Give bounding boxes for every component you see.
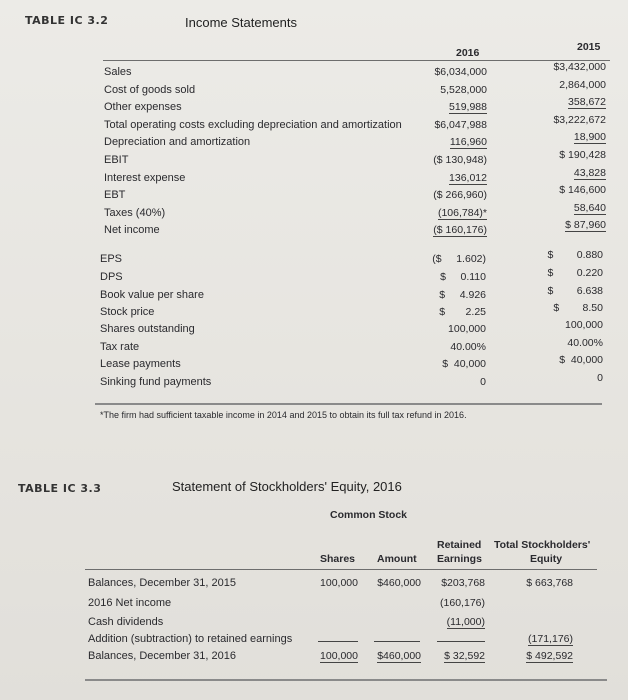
equity-shares-value: 100,000 (320, 650, 358, 662)
stockholders-equity-title: Statement of Stockholders' Equity, 2016 (172, 479, 402, 494)
equity-retained-value: $203,768 (441, 577, 485, 589)
equity-row-label: Balances, December 31, 2015 (88, 577, 236, 589)
per-share-row-2015-value: 0 (597, 372, 603, 384)
col-retained-line1: Retained (437, 539, 482, 551)
income-row-2016-value: (106,784)* (437, 207, 487, 219)
table-label-3-2: TABLE IC 3.2 (25, 14, 109, 27)
income-row-label: Net income (104, 224, 160, 236)
income-row-2016-value: $6,047,988 (434, 119, 487, 131)
col-header-2015: 2015 (577, 41, 601, 53)
income-row-label: Total operating costs excluding depreciation and amortization (104, 119, 402, 131)
shares-blank-line (318, 641, 358, 642)
income-row-2016-value: ($ 130,948) (433, 154, 487, 166)
col-total-line1: Total Stockholders' (494, 539, 591, 551)
col-total-line2: Equity (530, 553, 563, 565)
per-share-row-2016-value: 0 (480, 376, 486, 388)
per-share-row-2016-value: 100,000 (448, 323, 486, 335)
equity-amount-value: $460,000 (377, 650, 421, 662)
income-row-2016-value: 5,528,000 (440, 84, 487, 96)
equity-row-label: Cash dividends (88, 616, 164, 628)
per-share-row-2016-value: $ 4.926 (439, 289, 486, 301)
income-statements-title: Income Statements (185, 15, 297, 30)
equity-row-label: Addition (subtraction) to retained earnings (88, 633, 293, 645)
per-share-row-label: Shares outstanding (100, 323, 195, 335)
equity-total-value: (171,176) (528, 633, 573, 645)
per-share-row-label: EPS (100, 253, 123, 265)
per-share-row-2015-value: $ 8.50 (553, 302, 603, 314)
income-row-label: EBIT (104, 154, 129, 166)
col-shares: Shares (320, 553, 356, 565)
per-share-row-label: Sinking fund payments (100, 376, 212, 388)
income-row-label: Interest expense (104, 172, 186, 184)
bottom-rule (85, 679, 607, 681)
income-row-2015-value: 358,672 (568, 96, 606, 108)
equity-row-label: 2016 Net income (88, 597, 172, 609)
income-row-2015-value: $3,432,000 (553, 61, 606, 73)
amount-blank-line (374, 641, 420, 642)
income-row-2015-value: 18,900 (573, 131, 606, 143)
common-stock-header: Common Stock (330, 509, 408, 521)
income-row-2015-value: 43,828 (573, 167, 606, 179)
equity-row-label: Balances, December 31, 2016 (88, 650, 236, 662)
per-share-row-2015-value: 100,000 (565, 319, 603, 331)
income-row-2015-value: $ 190,428 (559, 149, 606, 161)
income-row-2015-value: $ 146,600 (559, 184, 606, 196)
income-row-2016-value: $6,034,000 (434, 66, 487, 78)
equity-total-value: $ 663,768 (526, 577, 573, 589)
col-retained-line2: Earnings (437, 553, 482, 565)
equity-retained-value: $ 32,592 (444, 650, 485, 662)
income-row-2016-value: ($ 266,960) (433, 189, 487, 201)
income-row-2015-value: $3,222,672 (553, 114, 606, 126)
equity-retained-value: (11,000) (446, 616, 485, 628)
per-share-row-2016-value: $ 40,000 (442, 358, 486, 370)
income-row-label: Cost of goods sold (104, 84, 196, 96)
per-share-row-2015-value: 40.00% (567, 337, 603, 349)
per-share-row-2015-value: $ 40,000 (559, 354, 603, 366)
income-row-label: Other expenses (104, 101, 182, 113)
per-share-row-label: Lease payments (100, 358, 181, 370)
per-share-row-label: Stock price (100, 306, 155, 318)
footnote: *The firm had sufficient taxable income in 2014 and 2015 to obtain its full tax refund in 2016. (100, 410, 467, 420)
table-label-3-3: TABLE IC 3.3 (18, 482, 102, 495)
equity-header-rule (85, 569, 597, 570)
income-row-2016-value: ($ 160,176) (433, 224, 487, 236)
equity-amount-value: $460,000 (377, 577, 421, 589)
retained-blank-line (437, 641, 485, 642)
income-row-label: Taxes (40%) (104, 207, 166, 219)
col-header-2016: 2016 (456, 47, 480, 59)
equity-retained-value: (160,176) (440, 597, 485, 609)
income-row-label: Sales (104, 66, 132, 78)
income-row-2016-value: 116,960 (449, 136, 487, 148)
per-share-row-2015-value: $ 0.220 (547, 267, 603, 279)
per-share-row-2016-value: 40.00% (450, 341, 486, 353)
income-row-2016-value: 519,988 (449, 101, 487, 113)
equity-total-value: $ 492,592 (526, 650, 573, 662)
income-row-label: Depreciation and amortization (104, 136, 251, 148)
income-row-2015-value: 2,864,000 (559, 79, 606, 91)
footnote-rule (95, 403, 602, 405)
per-share-row-label: Tax rate (100, 341, 140, 353)
header-rule (103, 60, 610, 61)
income-row-2016-value: 136,012 (449, 172, 487, 184)
per-share-row-label: DPS (100, 271, 123, 283)
per-share-row-2015-value: $ 6.638 (547, 285, 603, 297)
col-amount: Amount (377, 553, 417, 565)
per-share-row-2016-value: ($ 1.602) (432, 253, 486, 265)
per-share-row-2015-value: $ 0.880 (547, 249, 603, 261)
equity-shares-value: 100,000 (320, 577, 358, 589)
per-share-row-2016-value: $ 0.110 (440, 271, 486, 283)
per-share-row-2016-value: $ 2.25 (439, 306, 486, 318)
income-row-2015-value: $ 87,960 (565, 219, 606, 231)
income-row-label: EBT (104, 189, 126, 201)
income-row-2015-value: 58,640 (573, 202, 606, 214)
per-share-row-label: Book value per share (100, 289, 204, 301)
